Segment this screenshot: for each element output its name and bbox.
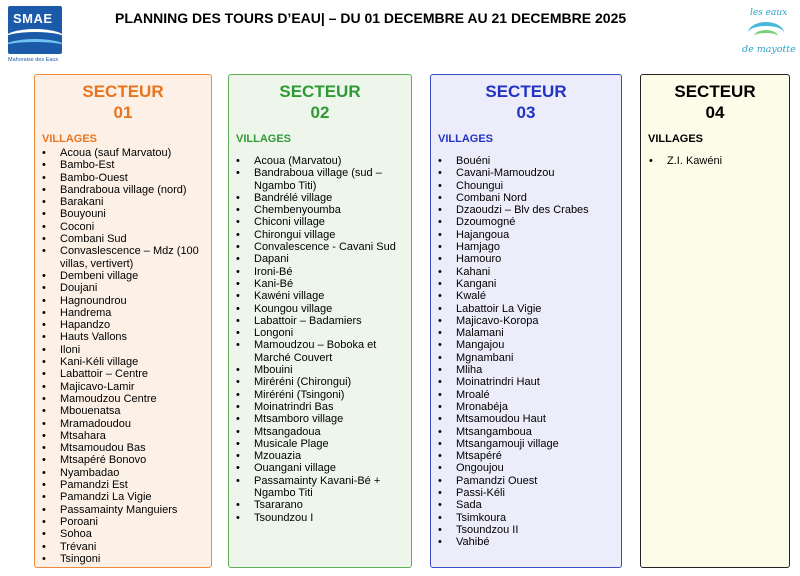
page-title: PLANNING DES TOURS D’EAU| – DU 01 DECEMBRE AU 21 DECEMBRE 2025 xyxy=(115,10,627,26)
logo-right-line1: les eaux xyxy=(750,8,788,18)
village-item: • Ironi-Bé xyxy=(236,266,411,278)
village-item: • Mronabéja xyxy=(438,401,621,413)
village-item: • Ouangani village xyxy=(236,462,411,474)
village-item: • Labattoir La Vigie xyxy=(438,303,621,315)
land-arc-icon xyxy=(754,30,778,43)
logo-right-line2: de mayotte xyxy=(742,44,796,55)
village-item: • Mtsangadoua xyxy=(236,426,411,438)
village-item: • Convaslescence – Mdz (100 villas, vertivert) xyxy=(42,245,211,270)
sector-number: 01 xyxy=(113,103,133,122)
village-item: • Mliha xyxy=(438,364,621,376)
village-item: • Acoua (Marvatou) xyxy=(236,155,411,167)
village-item: • Cavani-Mamoudzou xyxy=(438,167,621,179)
village-item: • Mtsapéré Bonovo xyxy=(42,454,211,466)
village-item: • Pamandzi Est xyxy=(42,479,211,491)
village-item: • Choungui xyxy=(438,180,621,192)
sector-title: SECTEUR xyxy=(485,82,567,101)
village-item: • Passi-Kéli xyxy=(438,487,621,499)
village-item: • Coconi xyxy=(42,221,211,233)
village-item: • Kahani xyxy=(438,266,621,278)
village-item: • Doujani xyxy=(42,282,211,294)
village-item: • Labattoir – Centre xyxy=(42,368,211,380)
sector-number: 03 xyxy=(516,103,536,122)
village-item: • Mbouini xyxy=(236,364,411,376)
village-item: • Kwalé xyxy=(438,290,621,302)
village-item: • Bouéni xyxy=(438,155,621,167)
village-item: • Pamandzi La Vigie xyxy=(42,491,211,503)
smae-logo xyxy=(8,6,62,63)
village-item: • Mgnambani xyxy=(438,352,621,364)
village-item: • Kawéni village xyxy=(236,290,411,302)
village-item: • Handrema xyxy=(42,307,211,319)
village-item: • Tsoundzou I xyxy=(236,512,411,524)
village-item: • Moinatrindri Bas xyxy=(236,401,411,413)
village-item: • Mtsamoudou Bas xyxy=(42,442,211,454)
village-item: • Dembeni village xyxy=(42,270,211,282)
village-item: • Mzouazia xyxy=(236,450,411,462)
village-list xyxy=(641,155,789,167)
village-item: • Mtsangamboua xyxy=(438,426,621,438)
sector-heading xyxy=(641,81,789,123)
sector-title: SECTEUR xyxy=(674,82,756,101)
village-item: • Chiconi village xyxy=(236,216,411,228)
eaux-de-mayotte-logo xyxy=(738,8,794,58)
village-item: • Pamandzi Ouest xyxy=(438,475,621,487)
village-item: • Passamainty Manguiers xyxy=(42,504,211,516)
village-item: • Poroani xyxy=(42,516,211,528)
village-item: • Iloni xyxy=(42,344,211,356)
sector-number: 04 xyxy=(705,103,725,122)
sector-03-panel xyxy=(430,74,622,568)
village-item: • Chirongui village xyxy=(236,229,411,241)
sector-title: SECTEUR xyxy=(279,82,361,101)
village-item: • Hamouro xyxy=(438,253,621,265)
village-item: • Malamani xyxy=(438,327,621,339)
village-item: • Sada xyxy=(438,499,621,511)
village-item: • Dapani xyxy=(236,253,411,265)
villages-label: VILLAGES xyxy=(236,133,292,145)
village-item: • Miréréni (Chirongui) xyxy=(236,376,411,388)
village-item: • Acoua (sauf Marvatou) xyxy=(42,147,211,159)
sector-number: 02 xyxy=(310,103,330,122)
village-item: • Mtsamoudou Haut xyxy=(438,413,621,425)
village-item: • Mroalé xyxy=(438,389,621,401)
village-item: • Hagnoundrou xyxy=(42,295,211,307)
sector-01-panel xyxy=(34,74,212,568)
sector-04-panel xyxy=(640,74,790,568)
village-item: • Trévani xyxy=(42,541,211,553)
village-item: • Z.I. Kawéni xyxy=(649,155,789,167)
village-item: • Longoni xyxy=(236,327,411,339)
village-item: • Combani Sud xyxy=(42,233,211,245)
village-item: • Tsimkoura xyxy=(438,512,621,524)
sector-heading xyxy=(431,81,621,123)
village-item: • Chembenyoumba xyxy=(236,204,411,216)
village-item: • Bambo-Est xyxy=(42,159,211,171)
smae-logo-text: SMAE xyxy=(13,11,53,26)
village-item: • Tsararano xyxy=(236,499,411,511)
village-item: • Bandrélé village xyxy=(236,192,411,204)
village-item: • Barakani xyxy=(42,196,211,208)
village-item: • Combani Nord xyxy=(438,192,621,204)
village-list xyxy=(35,147,211,565)
village-item: • Mtsangamouji village xyxy=(438,438,621,450)
village-item: • Hapandzo xyxy=(42,319,211,331)
sector-title: SECTEUR xyxy=(82,82,164,101)
village-item: • Miréréni (Tsingoni) xyxy=(236,389,411,401)
villages-label: VILLAGES xyxy=(438,133,494,145)
village-item: • Koungou village xyxy=(236,303,411,315)
village-item: • Labattoir – Badamiers xyxy=(236,315,411,327)
village-item: • Kani-Bé xyxy=(236,278,411,290)
village-item: • Mramadoudou xyxy=(42,418,211,430)
village-list xyxy=(229,155,411,524)
village-item: • Majicavo-Koropa xyxy=(438,315,621,327)
sector-02-panel xyxy=(228,74,412,568)
village-item: • Mtsapéré xyxy=(438,450,621,462)
village-item: • Bambo-Ouest xyxy=(42,172,211,184)
village-item: • Kani-Kéli village xyxy=(42,356,211,368)
village-list xyxy=(431,155,621,549)
smae-logo-mark xyxy=(8,6,62,54)
village-item: • Vahibé xyxy=(438,536,621,548)
sector-heading xyxy=(35,81,211,123)
village-item: • Mamoudzou – Boboka et Marché Couvert xyxy=(236,339,411,364)
wave-icon-2 xyxy=(8,39,62,54)
village-item: • Hamjago xyxy=(438,241,621,253)
village-item: • Hauts Vallons xyxy=(42,331,211,343)
village-item: • Mangajou xyxy=(438,339,621,351)
village-item: • Passamainty Kavani-Bé + Ngambo Titi xyxy=(236,475,411,500)
village-item: • Dzaoudzi – Blv des Crabes xyxy=(438,204,621,216)
village-item: • Ongoujou xyxy=(438,462,621,474)
village-item: • Mtsamboro village xyxy=(236,413,411,425)
village-item: • Mbouenatsa xyxy=(42,405,211,417)
village-item: • Sohoa xyxy=(42,528,211,540)
smae-logo-subtitle: Mahoraise des Eaux xyxy=(8,57,59,63)
village-item: • Musicale Plage xyxy=(236,438,411,450)
village-item: • Kangani xyxy=(438,278,621,290)
village-item: • Tsoundzou II xyxy=(438,524,621,536)
village-item: • Bouyouni xyxy=(42,208,211,220)
village-item: • Bandraboua village (sud – Ngambo Titi) xyxy=(236,167,411,192)
village-item: • Mamoudzou Centre xyxy=(42,393,211,405)
village-item: • Mtsahara xyxy=(42,430,211,442)
village-item: • Tsingoni xyxy=(42,553,211,565)
village-item: • Moinatrindri Haut xyxy=(438,376,621,388)
village-item: • Dzoumogné xyxy=(438,216,621,228)
village-item: • Bandraboua village (nord) xyxy=(42,184,211,196)
villages-label: VILLAGES xyxy=(648,133,704,145)
village-item: • Majicavo-Lamir xyxy=(42,381,211,393)
village-item: • Nyambadao xyxy=(42,467,211,479)
village-item: • Convalescence - Cavani Sud xyxy=(236,241,411,253)
villages-label: VILLAGES xyxy=(42,133,98,145)
village-item: • Hajangoua xyxy=(438,229,621,241)
sector-heading xyxy=(229,81,411,123)
